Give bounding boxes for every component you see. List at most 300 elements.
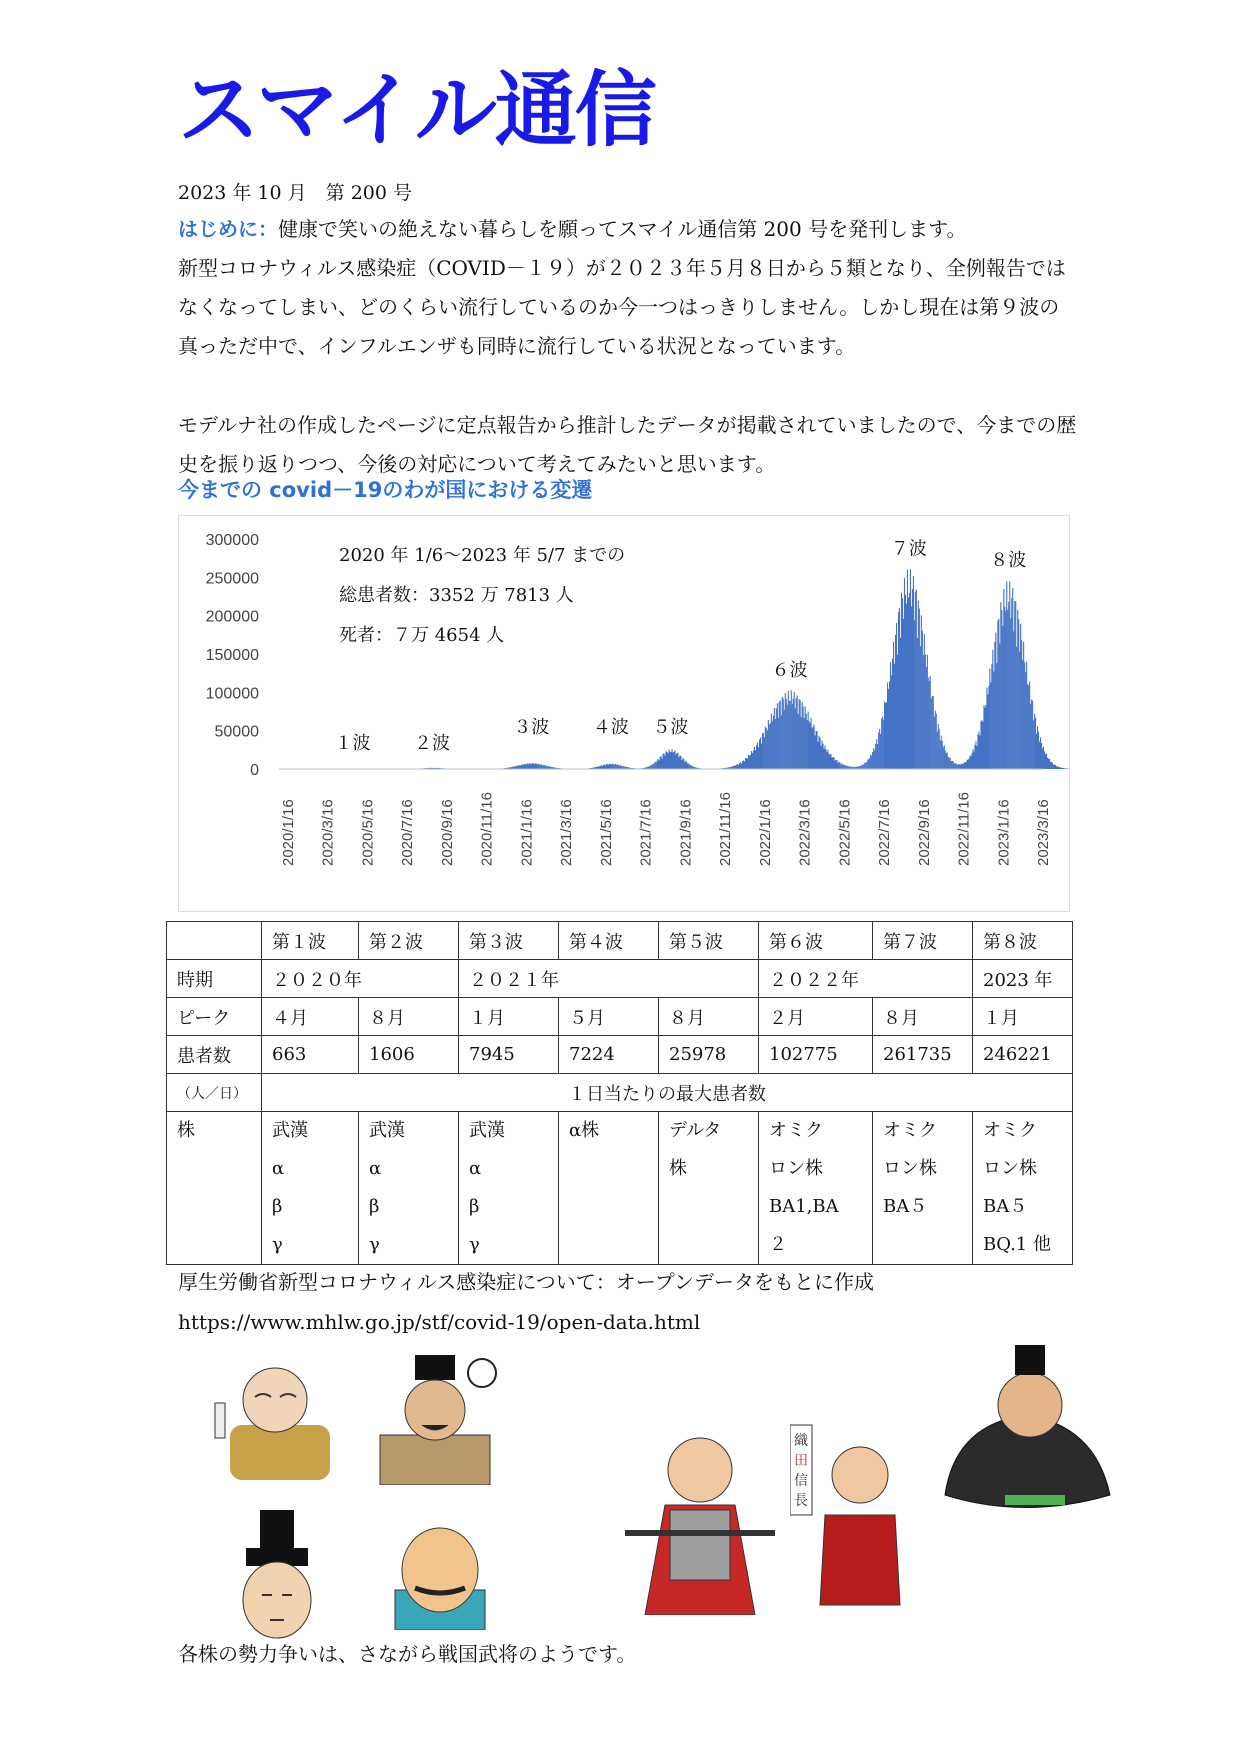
chart-bar <box>983 705 984 769</box>
chart-bar <box>781 715 782 769</box>
chart-bar <box>760 738 761 770</box>
chart-bar <box>804 718 805 769</box>
chart-bar <box>943 747 944 769</box>
chart-bar <box>977 735 978 770</box>
table-cell: 246221 <box>973 1036 1073 1074</box>
chart-bar <box>800 700 801 769</box>
chart-bar <box>753 751 754 770</box>
table-cell: ５月 <box>559 998 659 1036</box>
chart-bar <box>830 754 831 769</box>
table-cell: １月 <box>459 998 559 1036</box>
annotation-line-2: 総患者数：3352 万 7813 人 <box>339 585 574 606</box>
chart-bar <box>843 765 844 769</box>
chart-bar <box>791 690 792 769</box>
chart-bar <box>947 752 948 769</box>
chart-bar <box>664 754 665 770</box>
strain-cell <box>262 1112 359 1265</box>
chart-bar <box>829 755 830 769</box>
table-cell: ８月 <box>659 998 759 1036</box>
row-label: 時期 <box>167 960 262 998</box>
chart-bar <box>739 763 740 769</box>
strain-line: α株 <box>569 1120 600 1141</box>
strain-line: 武漢 <box>369 1120 405 1141</box>
x-tick-label: 2021/1/16 <box>518 799 536 866</box>
chart-bar <box>873 748 874 769</box>
chart-bar <box>937 732 938 769</box>
chart-bar <box>616 765 617 769</box>
chart-bar <box>738 765 739 769</box>
chart-bar <box>805 706 806 769</box>
chart-bar <box>661 756 662 769</box>
chart-bar <box>769 724 770 769</box>
x-tick-label: 2022/5/16 <box>836 799 854 866</box>
chart-bar <box>1002 626 1003 769</box>
chart-bar <box>998 619 999 769</box>
chart-bar <box>970 755 971 769</box>
chart-bar <box>671 752 672 769</box>
chart-bar <box>1051 762 1052 769</box>
chart-bar <box>1027 684 1028 769</box>
chart-bar <box>811 718 812 769</box>
chart-bar <box>1053 765 1054 769</box>
chart-bar <box>819 736 820 769</box>
intro-label: はじめに： <box>178 217 278 241</box>
chart-bar <box>522 765 523 769</box>
chart-bar <box>903 619 904 769</box>
chart-bar <box>893 642 894 769</box>
chart-bar <box>921 615 922 769</box>
chart-bar <box>987 695 988 769</box>
chart-bar <box>951 761 952 769</box>
y-tick-label: 300000 <box>205 532 259 549</box>
chart-bar <box>614 764 615 769</box>
chart-bar <box>652 764 653 769</box>
chart-bar <box>608 765 609 769</box>
strain-line: ロン株 <box>883 1158 937 1179</box>
table-cell: ４月 <box>262 998 359 1036</box>
chart-bar <box>881 719 882 770</box>
chart-bar <box>993 672 994 770</box>
strain-line: γ <box>369 1234 380 1255</box>
wave-label: １波 <box>334 733 371 754</box>
chart-bar <box>816 731 817 769</box>
chart-bar <box>900 638 901 769</box>
chart-bar <box>1033 721 1034 769</box>
warlord-illustration <box>625 1415 775 1615</box>
chart-bar <box>876 739 877 769</box>
chart-bar <box>1021 640 1022 769</box>
section-title: 今までの covid－19のわが国における変遷 <box>178 478 593 502</box>
chart-bar <box>801 717 802 769</box>
chart-bar <box>952 761 953 769</box>
strain-line: γ <box>272 1234 283 1255</box>
chart-bar <box>1012 588 1013 769</box>
strain-cell <box>973 1112 1073 1265</box>
chart-bar <box>744 761 745 769</box>
chart-bar <box>896 623 897 769</box>
chart-bar <box>1018 619 1019 769</box>
chart-bar <box>689 765 690 769</box>
chart-bar <box>906 604 907 769</box>
strain-line: デルタ <box>669 1120 722 1141</box>
x-tick-label: 2023/3/16 <box>1035 799 1052 866</box>
table-header: 第１波 <box>262 922 359 960</box>
chart-bar <box>907 570 908 769</box>
wave-table <box>166 921 1073 1265</box>
chart-bar <box>786 699 787 769</box>
chart-bar <box>546 766 547 769</box>
y-tick-label: 0 <box>250 762 259 779</box>
table-header: 第２波 <box>359 922 459 960</box>
chart-bar <box>1041 743 1042 769</box>
chart-bar <box>784 710 785 769</box>
x-tick-label: 2022/9/16 <box>915 799 933 866</box>
table-cell: 7224 <box>559 1036 659 1074</box>
chart-bar <box>809 721 810 769</box>
chart-bar <box>612 764 613 770</box>
wave-label: ５波 <box>652 717 689 738</box>
chart-bar <box>978 732 979 770</box>
chart-bar <box>743 760 744 769</box>
chart-bar <box>928 677 929 769</box>
chart-bar <box>687 764 688 769</box>
chart-bar <box>974 745 975 769</box>
chart-bar <box>872 752 873 769</box>
table-cell: 663 <box>262 1036 359 1074</box>
chart-bar <box>935 711 936 770</box>
chart-bar <box>922 631 923 769</box>
chart-bar <box>684 762 685 769</box>
chart-bar <box>765 727 766 769</box>
chart-bar <box>813 727 814 769</box>
chart-bar <box>742 761 743 769</box>
chart-bar <box>957 765 958 769</box>
chart-bar <box>519 765 520 769</box>
chart-bar <box>886 702 887 769</box>
chart-bar <box>989 669 990 770</box>
chart-bar <box>934 717 935 769</box>
chart-bar <box>1062 768 1063 769</box>
chart-bar <box>790 701 791 769</box>
chart-bar <box>971 756 972 769</box>
chart-bar <box>1006 582 1007 770</box>
chart-bar <box>1042 748 1043 769</box>
table-header: 第５波 <box>659 922 759 960</box>
chart-bar <box>878 733 879 770</box>
chart-bar <box>1043 747 1044 769</box>
chart-bar <box>918 601 919 769</box>
chart-bar <box>788 691 789 769</box>
strain-cell <box>459 1112 559 1265</box>
chart-bar <box>544 765 545 769</box>
chart-bar <box>770 723 771 769</box>
x-tick-label: 2020/11/16 <box>478 792 496 866</box>
warlord-illustration <box>370 1355 500 1485</box>
chart-bar <box>1059 767 1060 769</box>
chart-bar <box>1055 765 1056 769</box>
chart-bar <box>1050 762 1051 769</box>
chart-bar <box>1054 764 1055 769</box>
chart-bar <box>1047 758 1048 769</box>
chart-bar <box>1066 769 1067 770</box>
chart-bar <box>518 766 519 769</box>
chart-bar <box>785 693 786 769</box>
source-note <box>178 1262 874 1342</box>
chart-bar <box>877 744 878 769</box>
table-cell: 1606 <box>359 1036 459 1074</box>
chart-bar <box>818 742 819 769</box>
x-tick-label: 2021/11/16 <box>717 792 735 866</box>
chart-bar <box>618 765 619 770</box>
chart-bar <box>969 758 970 769</box>
warlord-illustration <box>232 1510 322 1640</box>
table-cell: ８月 <box>359 998 459 1036</box>
chart-bar <box>736 765 737 769</box>
chart-bar <box>745 758 746 769</box>
chart-bar <box>892 659 893 769</box>
chart-bar <box>532 763 533 769</box>
chart-bar <box>787 705 788 769</box>
chart-bar <box>910 569 911 769</box>
chart-bar <box>975 741 976 769</box>
table-cell <box>167 922 262 960</box>
chart-bar <box>750 755 751 769</box>
source-line-1: 厚生労働省新型コロナウィルス感染症について：オープンデータをもとに作成 <box>178 1270 874 1294</box>
svg-text:田: 田 <box>794 1453 808 1469</box>
intro-text-1: 健康で笑いの絶えない暮らしを願ってスマイル通信第 200 号を発刊します。 <box>278 217 967 241</box>
chart-bar <box>755 750 756 769</box>
table-cell: １日当たりの最大患者数 <box>262 1074 1073 1112</box>
chart-bar <box>814 724 815 769</box>
row-label: （人／日） <box>167 1074 262 1112</box>
strain-line: BA５ <box>983 1196 1028 1217</box>
chart-bar <box>653 764 654 769</box>
chart-bar <box>812 728 813 769</box>
warlord-illustration <box>385 1520 495 1630</box>
chart-bar <box>1005 611 1006 769</box>
chart-bar <box>875 744 876 769</box>
closing-sentence: 各株の勢力争いは、さながら戦国武将のようです。 <box>178 1642 637 1666</box>
chart-bar <box>980 721 981 769</box>
chart-bar <box>899 608 900 769</box>
strain-line: BQ.1 他 <box>983 1234 1051 1255</box>
chart-bar <box>533 764 534 769</box>
chart-bar <box>679 755 680 769</box>
chart-bar <box>685 761 686 769</box>
chart-bar <box>666 751 667 769</box>
svg-text:長: 長 <box>794 1493 808 1509</box>
chart-bar <box>979 736 980 769</box>
chart-bar <box>763 733 764 769</box>
chart-bar <box>615 764 616 769</box>
chart-bar <box>994 642 995 769</box>
warlord-illustration <box>790 1405 910 1615</box>
chart-bar <box>1044 752 1045 770</box>
annotation-line-1: 2020 年 1/6～2023 年 5/7 までの <box>339 545 626 566</box>
chart-bar <box>1015 601 1016 769</box>
chart-bar <box>761 744 762 770</box>
x-tick-label: 2022/7/16 <box>876 799 894 866</box>
chart-bar <box>894 664 895 769</box>
chart-bar <box>526 763 527 769</box>
chart-bar <box>540 764 541 769</box>
chart-bar <box>1045 754 1046 769</box>
row-label: ピーク <box>167 998 262 1036</box>
table-cell: 25978 <box>659 1036 759 1074</box>
chart-bar <box>796 698 797 769</box>
strain-cell <box>759 1112 873 1265</box>
chart-bar <box>607 764 608 769</box>
chart-bar <box>942 741 943 769</box>
chart-bar <box>967 760 968 769</box>
table-header-row <box>167 922 1073 960</box>
strain-line: ２ <box>769 1234 787 1255</box>
chart-bar <box>1061 768 1062 769</box>
chart-bar <box>867 759 868 769</box>
chart-bar <box>530 764 531 769</box>
chart-bar <box>965 762 966 769</box>
chart-bar <box>529 763 530 769</box>
chart-bar <box>832 757 833 769</box>
chart-bar <box>897 655 898 769</box>
chart-bar <box>960 765 961 769</box>
chart-bar <box>771 714 772 769</box>
chart-bar <box>807 720 808 769</box>
chart-bar <box>654 763 655 769</box>
chart-bar <box>966 762 967 769</box>
x-tick-label: 2020/1/16 <box>280 799 297 866</box>
x-tick-label: 2022/11/16 <box>955 792 973 866</box>
issue-line: 2023 年 10 月 第 200 号 <box>178 182 412 204</box>
x-tick-label: 2020/9/16 <box>438 799 456 866</box>
chart-bar <box>992 650 993 769</box>
chart-bar <box>1008 602 1009 769</box>
chart-bar <box>930 676 931 769</box>
chart-bar <box>795 708 796 769</box>
chart-bar <box>524 764 525 769</box>
chart-bar <box>997 621 998 769</box>
chart-bar <box>1014 601 1015 769</box>
chart-bar <box>1038 732 1039 769</box>
chart-bar <box>680 756 681 769</box>
chart-bar <box>759 740 760 769</box>
chart-bar <box>945 750 946 769</box>
chart-bar <box>799 699 800 769</box>
strain-line: α <box>469 1158 482 1179</box>
chart-bar <box>955 763 956 769</box>
table-cell: １月 <box>973 998 1073 1036</box>
warlord-illustration <box>925 1345 1125 1535</box>
table-cell: 7945 <box>459 1036 559 1074</box>
chart-annotation <box>339 536 625 656</box>
chart-bar <box>986 688 987 770</box>
chart-bar <box>746 758 747 769</box>
chart-bar <box>968 760 969 769</box>
chart-bar <box>772 721 773 769</box>
chart-bar <box>1060 767 1061 769</box>
chart-bar <box>995 633 996 769</box>
chart-bar <box>982 722 983 769</box>
strain-cell <box>659 1112 759 1265</box>
chart-bar <box>802 702 803 769</box>
table-row <box>167 1036 1073 1074</box>
chart-bar <box>917 638 918 769</box>
chart-bar <box>948 757 949 769</box>
chart-bar <box>915 592 916 769</box>
chart-bar <box>962 764 963 769</box>
intro-paragraph <box>178 210 1078 366</box>
chart-bar <box>991 664 992 769</box>
chart-bar <box>537 764 538 769</box>
chart-bar <box>961 764 962 769</box>
chart-bar <box>688 763 689 769</box>
table-cell: ２０２１年 <box>459 960 759 998</box>
table-header: 第４波 <box>559 922 659 960</box>
strain-line: 武漢 <box>272 1120 308 1141</box>
chart-bar <box>621 765 622 769</box>
wave-label: ２波 <box>414 733 451 754</box>
chart-bar <box>758 747 759 769</box>
chart-bar <box>981 720 982 769</box>
strain-line: β <box>469 1196 480 1217</box>
chart-bar <box>668 753 669 769</box>
row-label: 株 <box>167 1112 262 1265</box>
strain-line: オミク <box>983 1120 1037 1141</box>
chart-bar <box>931 699 932 770</box>
chart-bar <box>663 754 664 769</box>
chart-bar <box>973 749 974 769</box>
chart-bar <box>862 765 863 769</box>
chart-bar <box>1065 768 1066 769</box>
wave-label: ６波 <box>771 660 808 682</box>
chart-bar <box>964 762 965 769</box>
strain-line: γ <box>469 1234 480 1255</box>
chart-bar <box>822 741 823 769</box>
chart-bar <box>525 765 526 769</box>
chart-bar <box>833 757 834 769</box>
chart-bar <box>1029 682 1030 769</box>
chart-bar <box>777 704 778 770</box>
chart-bar <box>996 663 997 769</box>
chart-bar <box>885 703 886 769</box>
chart-bar <box>655 762 656 769</box>
chart-bar <box>754 747 755 769</box>
chart-bar <box>678 757 679 769</box>
chart-bar <box>1063 768 1064 769</box>
chart-bar <box>682 758 683 769</box>
chart-bar <box>670 752 671 770</box>
chart-bar <box>870 755 871 769</box>
chart-bar <box>949 758 950 769</box>
table-header: 第８波 <box>973 922 1073 960</box>
chart-bar <box>1000 602 1001 769</box>
table-cell: 261735 <box>873 1036 973 1074</box>
chart-bar <box>1026 661 1027 769</box>
chart-bar <box>606 764 607 769</box>
y-tick-label: 100000 <box>205 685 259 703</box>
chart-bar <box>941 736 942 769</box>
chart-bar <box>751 751 752 769</box>
chart-bar <box>610 764 611 769</box>
chart-bar <box>845 766 846 770</box>
chart-bar <box>539 765 540 769</box>
chart-bar <box>1037 726 1038 769</box>
chart-bar <box>672 753 673 770</box>
chart-bar <box>773 716 774 769</box>
x-tick-label: 2020/3/16 <box>319 799 337 866</box>
chart-bar <box>827 750 828 769</box>
chart-bar <box>740 762 741 769</box>
